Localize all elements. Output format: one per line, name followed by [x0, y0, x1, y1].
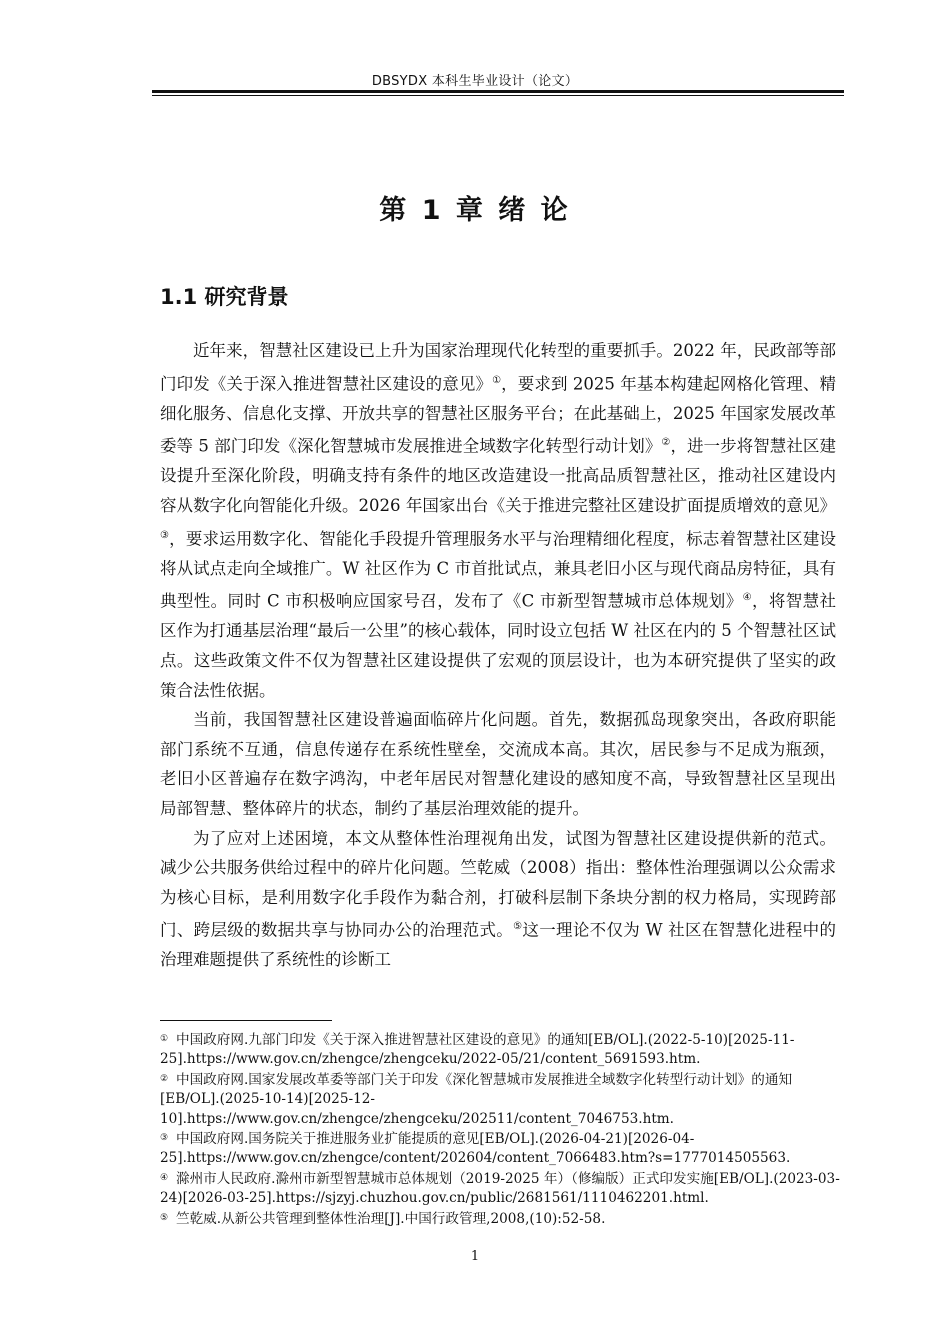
body-text: [160, 336, 836, 975]
header-rule-thin: [152, 95, 844, 96]
footnote-ref-2[interactable]: ②: [661, 437, 671, 449]
footnote-ref-4[interactable]: ④: [742, 592, 752, 604]
footnote-4: ④ 滁州市人民政府.滁州市新型智慧城市总体规划（2019-2025 年）（修编版）正式印发实施[EB/OL].(2023-03-24)[2026-03-25].https://sjzyj.chuzhou.gov.cn/public/2681561/1110462201.html.: [160, 1170, 840, 1207]
footnote-1: ① 中国政府网.九部门印发《关于深入推进智慧社区建设的意见》的通知[EB/OL].(2022-5-10)[2025-11-25].https://www.gov.cn/zhengce/zhengceku/2022-05/21/content_5691593.htm.: [160, 1032, 795, 1068]
footnotes: [160, 1030, 840, 1229]
footnote-3: ③ 中国政府网.国务院关于推进服务业扩能提质的意见[EB/OL].(2026-04-21)[2026-04-25].https://www.gov.cn/zhengce/content/202604/content_7066483.htm?s=1777014505563.: [160, 1131, 791, 1167]
section-title: 1.1 研究背景: [160, 285, 289, 309]
footnote-ref-1[interactable]: ①: [492, 374, 502, 386]
running-header: DBSYDX 本科生毕业设计（论文）: [371, 74, 579, 89]
paragraph-1: 近年来，智慧社区建设已上升为国家治理现代化转型的重要抓手。2022 年，民政部等部门印发《关于深入推进智慧社区建设的意见》①，要求到 2025 年基本构建起网格化管理、精细化服务、信息化支撑、开放共享的智慧社区服务平台；在此基础上，2025 年国家发展改革委等 5 部门印发《深化智慧城市发展推进全域数字化转型行动计划》②，进一步将智慧社区建设提升至深化阶段，明确支持有条件的地区改造建设一批高品质智慧社区，推动社区建设内容从数字化向智能化升级。2026 年国家出台《关于推进完整社区建设扩面提质增效的意见》③，要求运用数字化、智能化手段提升管理服务水平与治理精细化程度，标志着智慧社区建设将从试点走向全域推广。W 社区作为 C 市首批试点，兼具老旧小区与现代商品房特征，具有典型性。同时 C 市积极响应国家号召，发布了《C 市新型智慧城市总体规划》④，将智慧社区作为打通基层治理“最后一公里”的核心载体，同时设立包括 W 社区在内的 5 个智慧社区试点。这些政策文件不仅为智慧社区建设提供了宏观的顶层设计，也为本研究提供了坚实的政策合法性依据。: [160, 341, 837, 700]
footnote-5: ⑤ 竺乾威.从新公共管理到整体性治理[J].中国行政管理,2008,(10):52-58.: [160, 1210, 606, 1227]
footnote-2: ② 中国政府网.国家发展改革委等部门关于印发《深化智慧城市发展推进全域数字化转型行动计划》的通知[EB/OL].(2025-10-14)[2025-12-10].https://www.gov.cn/zhengce/zhengceku/202511/content_7046753.htm.: [160, 1071, 793, 1127]
footnote-ref-3[interactable]: ③: [160, 529, 170, 541]
footnote-ref-5[interactable]: ⑤: [513, 921, 523, 933]
chapter-title: 第 1 章 绪 论: [379, 195, 571, 226]
header-rule-thick: [152, 90, 844, 93]
paragraph-2: 当前，我国智慧社区建设普遍面临碎片化问题。首先，数据孤岛现象突出，各政府职能部门系统不互通，信息传递存在系统性壁垒，交流成本高。其次，居民参与不足成为瓶颈，老旧小区普遍存在数字鸿沟，中老年居民对智慧化建设的感知度不高，导致智慧社区呈现出局部智慧、整体碎片的状态，制约了基层治理效能的提升。: [160, 710, 836, 818]
paragraph-3: 为了应对上述困境，本文从整体性治理视角出发，试图为智慧社区建设提供新的范式。减少公共服务供给过程中的碎片化问题。竺乾威（2008）指出：整体性治理强调以公众需求为核心目标，是利用数字化手段作为黏合剂，打破科层制下条块分割的权力格局，实现跨部门、跨层级的数据共享与协同办公的治理范式。⑤这一理论不仅为 W 社区在智慧化进程中的治理难题提供了系统性的诊断工: [160, 828, 836, 970]
page-number: 1: [470, 1249, 480, 1264]
footnote-separator: [160, 1020, 332, 1021]
